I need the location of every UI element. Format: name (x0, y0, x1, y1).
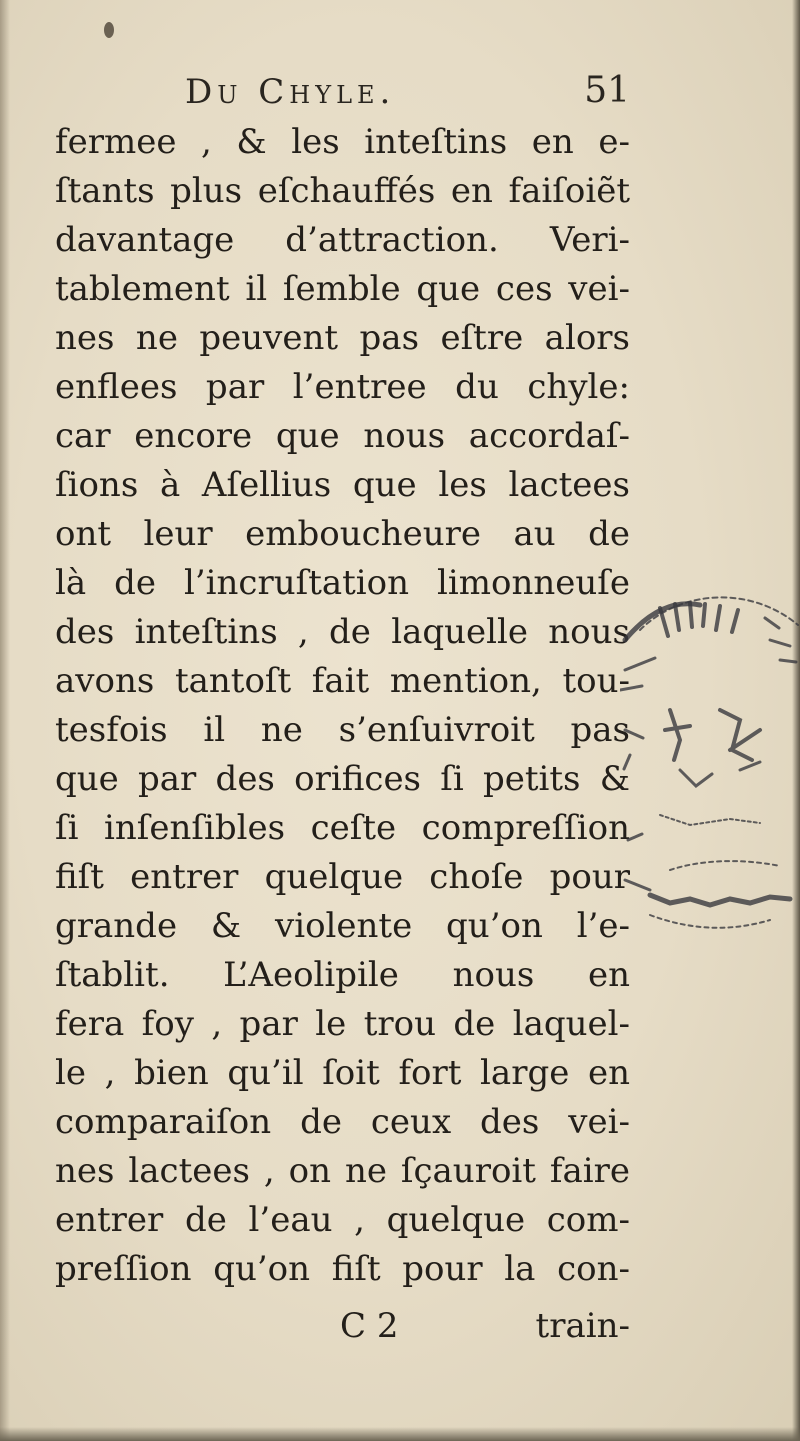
signature-mark: C 2 (340, 1306, 399, 1346)
page-edge-bottom (0, 1427, 800, 1441)
running-title: Du Chyle. (185, 72, 396, 112)
text-line: ſtablit. L’Aeolipile nous en (55, 955, 630, 995)
text-line: ſtants plus eſchauffés en faiſoiẽt (55, 171, 630, 211)
text-line: ſi inſenſibles ceſte compreſſion (55, 808, 630, 848)
text-line: comparaiſon de ceux des vei- (55, 1102, 630, 1142)
text-line: nes lactees , on ne ſçauroit faire (55, 1151, 630, 1191)
page-footer (55, 1302, 630, 1354)
text-line: grande & violente qu’on l’e- (55, 906, 630, 946)
text-line: enflees par l’entree du chyle: (55, 367, 630, 407)
text-line: le , bien qu’il ſoit fort large en (55, 1053, 630, 1093)
ink-spot (104, 22, 114, 38)
text-line: preſſion qu’on fiſt pour la con- (55, 1249, 630, 1289)
text-line: fera foy , par le trou de laquel- (55, 1004, 630, 1044)
text-line: avons tantoſt fait mention, tou- (55, 661, 630, 701)
page-number: 51 (584, 70, 630, 111)
text-line: entrer de l’eau , quelque com- (55, 1200, 630, 1240)
catchword: train- (535, 1306, 630, 1346)
text-line: car encore que nous accordaſ- (55, 416, 630, 456)
running-head (55, 68, 630, 124)
page-edge-left (0, 0, 10, 1441)
library-stamp (620, 570, 800, 950)
text-line: là de l’incruſtation limonneuſe (55, 563, 630, 603)
text-line: des inteſtins , de laquelle nous (55, 612, 630, 652)
text-line: nes ne peuvent pas eſtre alors (55, 318, 630, 358)
text-line: fermee , & les inteſtins en e- (55, 122, 630, 162)
text-line: que par des orifices ſi petits & (55, 759, 630, 799)
text-line: fiſt entrer quelque choſe pour (55, 857, 630, 897)
text-line: tesfois il ne s’enſuivroit pas (55, 710, 630, 750)
text-line: ont leur emboucheure au de (55, 514, 630, 554)
text-line: ſions à Aſellius que les lactees (55, 465, 630, 505)
text-line: davantage d’attraction. Veri- (55, 220, 630, 260)
body-text (55, 118, 630, 1294)
text-line: tablement il ſemble que ces vei- (55, 269, 630, 309)
